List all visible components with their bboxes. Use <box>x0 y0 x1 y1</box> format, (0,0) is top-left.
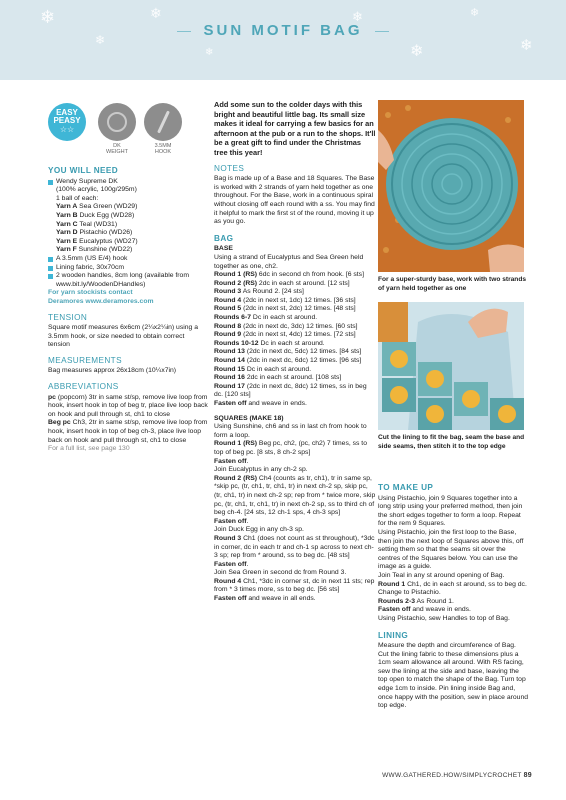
round-text: As Round 1. <box>415 597 454 605</box>
round-text: and weave in ends. <box>246 400 307 407</box>
round-text: Join Duck Egg in any ch-3 sp. <box>214 526 304 534</box>
base-round <box>214 331 376 340</box>
round-text: Dc in each st around. <box>258 339 325 347</box>
to-make-up-heading: TO MAKE UP <box>378 483 434 492</box>
difficulty-stars: ☆☆ <box>59 125 75 134</box>
round-label: Round 8 <box>214 322 242 330</box>
materials-column <box>48 167 208 454</box>
make-up-text: Join Teal in any st around opening of Bag. <box>378 571 505 579</box>
base-photo-caption: For a super-sturdy base, work with two strands of yarn held together as one <box>378 276 527 292</box>
square-round <box>214 595 376 604</box>
page-header <box>0 0 566 80</box>
yarn-label: Yarn B <box>56 211 78 219</box>
yarn-colour-row <box>56 203 208 212</box>
square-round <box>214 466 376 475</box>
abbreviations-heading: ABBREVIATIONS <box>48 382 119 392</box>
round-label: Round 4 <box>214 296 242 304</box>
round-label: Round 13 <box>214 348 245 356</box>
round-label: Round 1 (RS) <box>214 440 258 448</box>
round-text: Change to Pistachio. <box>378 589 441 597</box>
yarn-colour-row <box>56 229 208 238</box>
square-round <box>214 526 376 535</box>
intro-text: Add some sun to the colder days with this bright and beautiful little bag. Its small size makes it ideal for carrying a few basics for an afternoon at the pub or a run to the shops. It'll be a great gift to find under the Christmas tree this year! <box>214 100 376 157</box>
yarn-weight-caption <box>98 143 136 155</box>
hook-size-caption <box>144 143 182 155</box>
yarn-label: Yarn D <box>56 229 78 237</box>
round-text: (2dc in next st, 1dc) 12 times. [36 sts] <box>241 296 356 304</box>
base-round <box>214 383 376 400</box>
snowflake-icon: ❄ <box>205 47 214 58</box>
round-label: Fasten off <box>214 560 247 568</box>
round-label: Round 1 (RS) <box>214 271 258 279</box>
snowflake-icon: ❄ <box>470 7 480 19</box>
yarn-ball-icon <box>98 103 136 141</box>
round-text: . <box>246 560 249 568</box>
snowflake-icon: ❄ <box>150 5 162 21</box>
round-text: As Round 2. [24 sts] <box>241 288 304 296</box>
yarn-value: Pistachio (WD26) <box>79 229 133 237</box>
make-up-text: Using Pistachio, join the first loop to the Base, then join the next loop of Squares above this, off setting them so that the seams sit over the centres of the Squares below. You can use the image as a guide. <box>378 528 524 571</box>
square-round <box>214 458 376 467</box>
title-dash: — <box>177 22 192 38</box>
square-round <box>214 518 376 527</box>
base-round <box>214 366 376 375</box>
lining-photo <box>378 302 524 430</box>
yarn-colour-row <box>56 212 208 221</box>
yarn-value: Eucalyptus (WD27) <box>79 237 138 245</box>
round-text: . <box>246 517 249 525</box>
lining-photo-caption: Cut the lining to fit the bag, seam the base and side seams, then stitch it to the top edge <box>378 434 525 450</box>
base-round <box>214 400 376 409</box>
round-label: Round 4 <box>214 577 242 585</box>
base-round <box>214 297 376 306</box>
base-round <box>214 323 376 332</box>
square-round <box>214 440 376 457</box>
hook-list-item: A 3.5mm (US E/4) hook <box>48 255 208 264</box>
difficulty-badge <box>48 103 86 141</box>
abbreviation-begpc <box>48 419 208 445</box>
base-intro: Using a strand of Eucalyptus and Sea Green held together as one, ch2. <box>214 253 364 270</box>
yarn-colour-row <box>56 221 208 230</box>
lining-heading: LINING <box>378 630 409 640</box>
yarn-value: Sea Green (WD29) <box>79 203 138 211</box>
round-text: Ch1 (does not count as st throughout), *3dc in corner, dc in each tr and ch-1 sp across to next ch-3 sp; rep from * around, ss to beg dc. [48 sts] <box>214 534 375 560</box>
difficulty-line1: EASY <box>56 108 78 117</box>
round-label: Round 5 <box>214 305 242 313</box>
round-label: Round 3 <box>214 288 242 296</box>
round-label: Round 14 <box>214 357 245 365</box>
round-label: Fasten off <box>214 400 247 407</box>
snowflake-icon: ❄ <box>352 9 363 24</box>
page-title: SUN MOTIF BAG <box>203 22 363 39</box>
abbr-text: (popcorn) 3tr in same st/sp, remove live loop from hook, insert hook in top of beg tr, place live loop back on hook and pull through st, ch1 to close <box>48 393 208 418</box>
stockists-line1: For yarn stockists contact <box>48 289 133 297</box>
make-up-text: Using Pistachio, join 9 Squares together into a long strip using your preferred method, then join the short edges together to form a loop. Repeat for the rem 9 Squares. <box>378 494 523 528</box>
round-text: (2dc in next dc, 5dc) 12 times. [84 sts] <box>244 348 362 356</box>
round-label: Round 3 <box>214 534 242 542</box>
yarn-label: Yarn A <box>56 203 78 211</box>
round-text: Beg pc, ch2, (pc, ch2) 7 times, ss to top of beg pc. [8 sts, 8 ch-2 sps] <box>214 440 367 456</box>
round-text: . <box>246 457 249 465</box>
yarn-label: Yarn E <box>56 237 78 245</box>
round-label: Round 16 <box>214 374 245 382</box>
base-round <box>214 348 376 357</box>
base-round <box>214 271 376 280</box>
title-dash: — <box>374 22 389 38</box>
base-round <box>214 288 376 297</box>
square-round <box>214 578 376 595</box>
full-list-reference: For a full list, see page 130 <box>48 445 130 453</box>
round-label: Rounds 10-12 <box>214 339 259 347</box>
snowflake-icon: ❄ <box>40 7 56 27</box>
bag-lining-illustration <box>378 302 524 430</box>
base-round <box>214 374 376 383</box>
fabric-list-item: Lining fabric, 30x70cm <box>48 264 208 273</box>
make-up-round <box>378 606 528 615</box>
make-up-round <box>378 598 528 607</box>
square-round <box>214 535 376 561</box>
squares-heading: SQUARES (MAKE 18) <box>214 414 284 422</box>
square-round <box>214 561 376 570</box>
notes-heading: NOTES <box>214 163 245 173</box>
round-text: (2dc in next st, 2dc) 12 times. [48 sts] <box>241 305 356 313</box>
abbr-text: Ch3, 2tr in same st/sp, remove live loop from hook, insert hook in top of beg ch-3, place live loop back on hook and pull through st, ch1 to close <box>48 419 208 444</box>
round-label: Fasten off <box>214 457 247 465</box>
round-label: Fasten off <box>214 517 247 525</box>
crochet-base-illustration <box>378 100 524 272</box>
bag-heading: BAG <box>214 233 234 243</box>
yarn-colour-row <box>56 246 208 255</box>
pattern-badges <box>48 103 198 155</box>
round-text: (2dc in next st, 4dc) 12 times. [72 sts] <box>241 331 356 339</box>
round-text: Dc in each st around. <box>244 365 312 373</box>
notes-text: Bag is made up of a Base and 18 Squares. The Base is worked with 2 strands of yarn held together as one throughout. For the Base, work in a continuous spiral without closing off each round with a ss. You may find it helpful to mark the first st of the round, moving it up as you go. <box>214 175 375 226</box>
page-number: 89 <box>523 772 532 779</box>
yarn-brand: Wendy Supreme DK <box>56 177 118 185</box>
square-round <box>214 569 376 578</box>
measurements-text: Bag measures approx 26x18cm (10¼x7in) <box>48 367 177 375</box>
hook-line2: HOOK <box>154 149 172 155</box>
base-round <box>214 314 376 323</box>
round-text: (2dc in next dc, 6dc) 12 times. [96 sts] <box>244 357 362 365</box>
round-text: Join Sea Green in second dc from Round 3. <box>214 569 347 577</box>
round-text: Dc in each st around. <box>251 314 318 322</box>
abbr-term: Beg pc <box>48 419 71 427</box>
difficulty-line2: PEASY <box>53 116 81 125</box>
measurements-heading: MEASUREMENTS <box>48 355 122 365</box>
yarn-label: Yarn F <box>56 246 77 254</box>
round-text: and weave in ends. <box>410 606 471 614</box>
make-up-round <box>378 615 528 624</box>
round-text: 6dc in second ch from hook. [6 sts] <box>257 271 364 279</box>
footer-url: WWW.GATHERED.HOW/SIMPLYCROCHET <box>382 772 522 779</box>
snowflake-icon: ❄ <box>410 43 424 60</box>
base-heading: BASE <box>214 245 233 253</box>
round-text: Join Eucalyptus in any ch-2 sp. <box>214 466 308 474</box>
yarn-weight-line1: DK <box>113 143 121 149</box>
handles-list-item: 2 wooden handles, 8cm long (available from www.bit.ly/WoodenDHandles) <box>48 272 208 289</box>
round-text: and weave in all ends. <box>246 595 316 603</box>
yarn-qty: 1 ball of each: <box>56 194 99 202</box>
yarn-colour-row <box>56 238 208 247</box>
abbr-term: pc <box>48 393 56 401</box>
base-round <box>214 305 376 314</box>
yarn-weight-line2: WEIGHT <box>106 149 128 155</box>
square-round <box>214 475 376 518</box>
round-text: (2dc in next dc, 3dc) 12 times. [60 sts] <box>241 322 358 330</box>
round-text: 2dc in each st around. [12 sts] <box>257 279 350 287</box>
round-label: Fasten off <box>378 606 411 614</box>
snowflake-icon: ❄ <box>520 37 533 54</box>
round-text: Ch1, dc in each st around, ss to beg dc. <box>405 580 527 588</box>
make-up-round <box>378 589 528 598</box>
round-label: Round 1 <box>378 580 406 588</box>
abbreviation-pc <box>48 394 208 420</box>
round-label: Rounds 2-3 <box>378 597 416 605</box>
make-up-round <box>378 581 528 590</box>
yarn-value: Sunshine (WD22) <box>78 246 133 254</box>
base-round <box>214 340 376 349</box>
crochet-hook-icon <box>144 103 182 141</box>
yarn-label: Yarn C <box>56 220 78 228</box>
round-label: Rounds 6-7 <box>214 314 252 322</box>
instructions-column <box>214 100 376 604</box>
page-footer <box>382 772 532 779</box>
round-text: Ch1, *3dc in corner st, dc in next 11 sts; rep from * 3 times more, ss to beg dc. [56 sts] <box>214 577 375 594</box>
you-will-need-heading: YOU WILL NEED <box>48 166 119 175</box>
round-label: Round 2 (RS) <box>214 474 258 482</box>
yarn-spec: (100% acrylic, 100g/295m) <box>56 186 137 194</box>
round-text: (2dc in next dc, 8dc) 12 times, ss in beg dc. [120 sts] <box>214 382 367 399</box>
round-label: Round 15 <box>214 365 245 373</box>
hook-line1: 3.5MM <box>154 143 172 149</box>
title-wrap <box>0 22 566 40</box>
squares-intro: Using Sunshine, ch6 and ss in last ch from hook to form a loop. <box>214 423 367 439</box>
stockists-line2: Deramores www.deramores.com <box>48 297 154 305</box>
base-round <box>214 357 376 366</box>
round-text: Using Pistachio, sew Handles to top of Bag. <box>378 614 510 622</box>
round-label: Round 17 <box>214 382 245 390</box>
round-label: Fasten off <box>214 595 247 603</box>
tension-text: Square motif measures 6x6cm (2¼x2¼in) using a 3.5mm hook, or size needed to obtain correct tension <box>48 324 198 349</box>
finishing-column <box>378 476 528 711</box>
tension-heading: TENSION <box>48 312 88 322</box>
base-photo <box>378 100 524 272</box>
round-text: 2dc in each st around. [108 sts] <box>244 374 342 382</box>
yarn-value: Teal (WD31) <box>79 220 118 228</box>
yarn-value: Duck Egg (WD28) <box>79 211 135 219</box>
round-label: Round 2 (RS) <box>214 279 258 287</box>
snowflake-icon: ❄ <box>95 33 106 47</box>
yarn-list-item <box>48 178 208 255</box>
round-text: Ch4 (counts as tr, ch1), tr in same sp, *skip pc, (tr, ch1, tr, ch1, tr) in next ch-2 sp, skip pc, (tr, ch1, tr) in next ch-2 sp; rep from * twice more, skip pc, (tr, ch1, tr, ch1, tr) in next ch-2 sp, ss to third ch of beg ch-4. [24 sts, 12 ch-1 sps, 4 ch-3 sps] <box>214 474 376 517</box>
base-round <box>214 280 376 289</box>
round-label: Round 9 <box>214 331 242 339</box>
lining-text: Measure the depth and circumference of Bag. Cut the lining fabric to these dimensions plus a 1cm seam allowance all around. With RS facing, sew the lining at the side and base, leaving the top open to match the shape of the Bag. Turn top edge 1cm to inside. Pin lining inside Bag and, once happy with the position, sew in place around top edge. <box>378 642 529 710</box>
